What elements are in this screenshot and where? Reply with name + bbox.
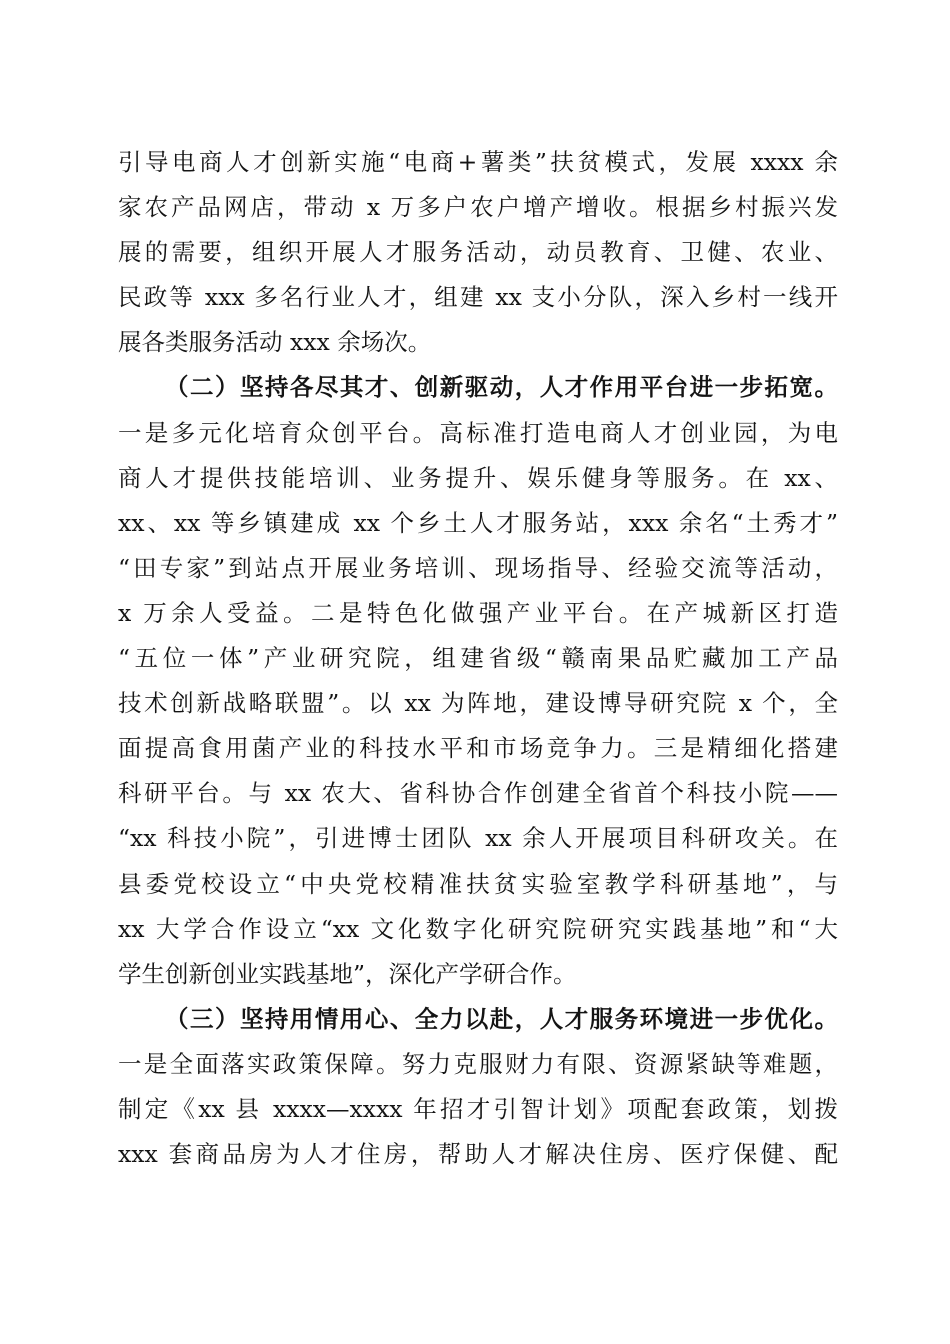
document-body bbox=[118, 144, 838, 1181]
body-line-10: “田专家”到站点开展业务培训、现场指导、经验交流等活动， bbox=[118, 553, 838, 582]
section-heading-3: （三）坚持用情用心、全力以赴，人才服务环境进一步优化。 bbox=[165, 1004, 838, 1033]
body-line-2: 家农产品网店，带动 x 万多户农户增产增收。根据乡村振兴发 bbox=[118, 193, 838, 222]
section-heading-2: （二）坚持各尽其才、创新驱动，人才作用平台进一步拓宽。 bbox=[165, 373, 838, 402]
body-line-18: xx 大学合作设立“xx 文化数字化研究院研究实践基地”和“大 bbox=[118, 914, 838, 943]
body-line-7: 一是多元化培育众创平台。高标准打造电商人才创业园，为电 bbox=[118, 418, 838, 447]
body-line-19: 学生创新创业实践基地”，深化产学研合作。 bbox=[118, 959, 577, 988]
body-line-3: 展的需要，组织开展人才服务活动，动员教育、卫健、农业、 bbox=[118, 238, 838, 267]
body-line-4: 民政等 xxx 多名行业人才，组建 xx 支小分队，深入乡村一线开 bbox=[118, 283, 838, 312]
body-line-12: “五位一体”产业研究院，组建省级“赣南果品贮藏加工产品 bbox=[118, 644, 838, 673]
body-line-1: 引导电商人才创新实施“电商+薯类”扶贫模式，发展 xxxx 余 bbox=[118, 148, 838, 176]
body-line-11: x 万余人受益。二是特色化做强产业平台。在产城新区打造 bbox=[118, 598, 838, 627]
body-line-9: xx、xx 等乡镇建成 xx 个乡土人才服务站，xxx 余名“土秀才” bbox=[118, 508, 838, 537]
body-line-5: 展各类服务活动 xxx 余场次。 bbox=[118, 328, 432, 357]
body-line-8: 商人才提供技能培训、业务提升、娱乐健身等服务。在 xx、 bbox=[118, 463, 838, 492]
body-line-14: 面提高食用菌产业的科技水平和市场竞争力。三是精细化搭建 bbox=[118, 734, 838, 763]
body-line-23: xxx 套商品房为人才住房，帮助人才解决住房、医疗保健、配 bbox=[118, 1140, 838, 1169]
body-line-16: “xx 科技小院”，引进博士团队 xx 余人开展项目科研攻关。在 bbox=[118, 824, 838, 853]
body-line-13: 技术创新战略联盟”。以 xx 为阵地，建设博导研究院 x 个，全 bbox=[118, 689, 838, 718]
body-line-17: 县委党校设立“中央党校精准扶贫实验室教学科研基地”，与 bbox=[118, 869, 838, 898]
body-line-15: 科研平台。与 xx 农大、省科协合作创建全省首个科技小院—— bbox=[118, 779, 838, 808]
body-line-22: 制定《xx 县 xxxx—xxxx 年招才引智计划》项配套政策，划拨 bbox=[118, 1094, 838, 1123]
body-line-21: 一是全面落实政策保障。努力克服财力有限、资源紧缺等难题， bbox=[118, 1049, 838, 1078]
